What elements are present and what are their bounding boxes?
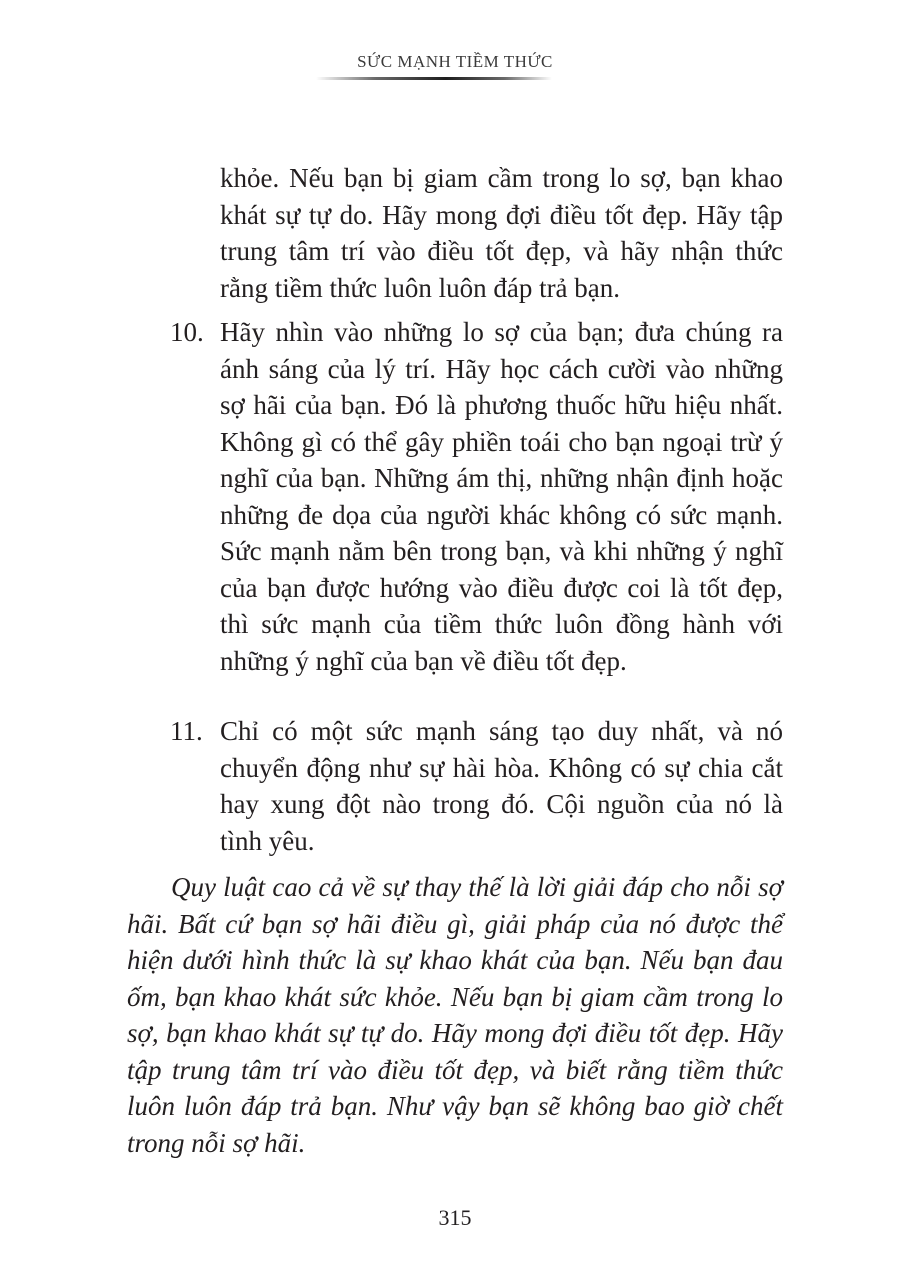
italic-summary-paragraph: Quy luật cao cả về sự thay thế là lời giải đáp cho nỗi sợ hãi. Bất cứ bạn sợ hãi điều gì, giải pháp của nó được thể hiện dưới hình thức là sự khao khát của bạn. Nếu bạn đau ốm, bạn khao khát sức khỏe. Nếu bạn bị giam cầm trong lo sợ, bạn khao khát sự tự do. Hãy mong đợi điều tốt đẹp. Hãy tập trung tâm trí vào điều tốt đẹp, và biết rằng tiềm thức luôn luôn đáp trả bạn. Như vậy bạn sẽ không bao giờ chết trong nỗi sợ hãi.: [127, 872, 783, 1158]
header-rule: [316, 77, 552, 80]
list-item-text: Chỉ có một sức mạnh sáng tạo duy nhất, và nó chuyển động như sự hài hòa. Không có sự chia cắt hay xung đột nào trong đó. Cội nguồn của nó là tình yêu.: [220, 716, 783, 856]
continued-paragraph: khỏe. Nếu bạn bị giam cầm trong lo sợ, bạn khao khát sự tự do. Hãy mong đợi điều tốt đẹp. Hãy tập trung tâm trí vào điều tốt đẹp, và hãy nhận thức rằng tiềm thức luôn luôn đáp trả bạn.: [220, 163, 783, 303]
running-header: SỨC MẠNH TIỀM THỨC: [357, 52, 553, 71]
list-item-number: 10.: [170, 317, 204, 347]
page-number: 315: [438, 1205, 472, 1230]
list-item-number: 11.: [170, 716, 203, 746]
list-item-text: Hãy nhìn vào những lo sợ của bạn; đưa chúng ra ánh sáng của lý trí. Hãy học cách cười vào những sợ hãi của bạn. Đó là phương thuốc hữu hiệu nhất. Không gì có thể gây phiền toái cho bạn ngoại trừ ý nghĩ của bạn. Những ám thị, những nhận định hoặc những đe dọa của người khác không có sức mạnh. Sức mạnh nằm bên trong bạn, và khi những ý nghĩ của bạn được hướng vào điều được coi là tốt đẹp, thì sức mạnh của tiềm thức luôn đồng hành với những ý nghĩ của bạn về điều tốt đẹp.: [220, 317, 783, 676]
